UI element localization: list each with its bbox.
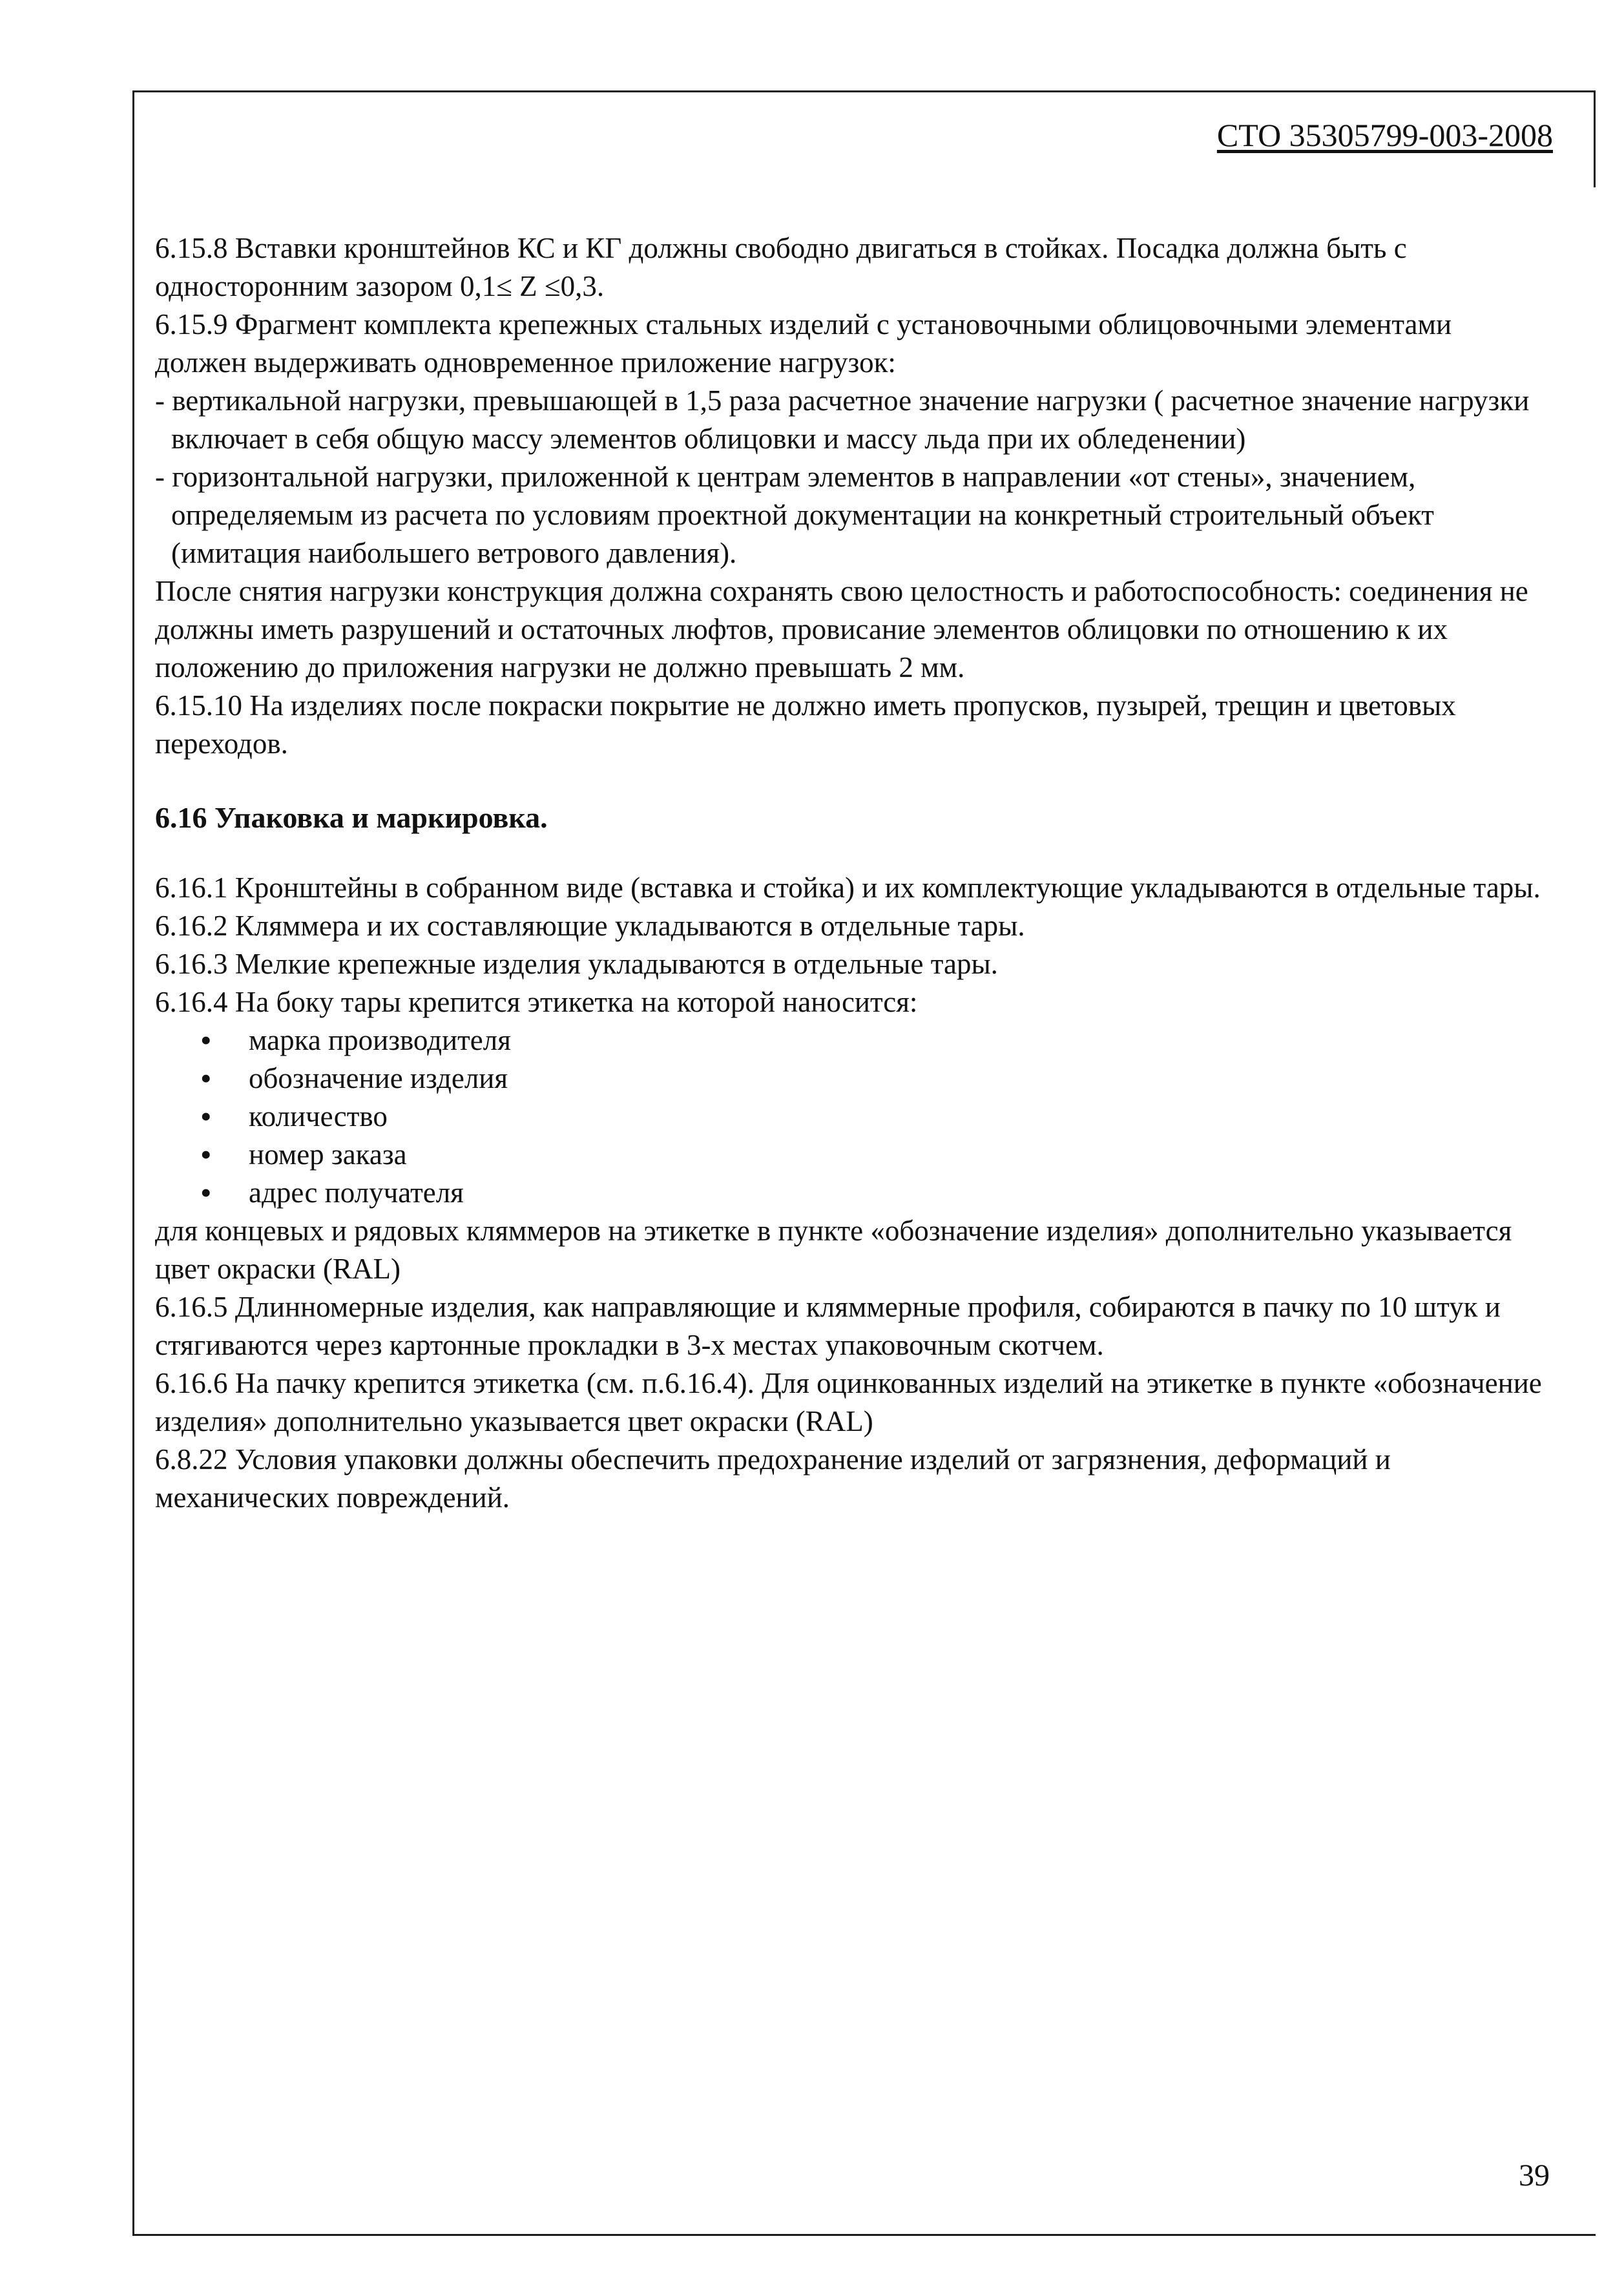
paragraph-6-15-9: 6.15.9 Фрагмент комплекта крепежных стальных изделий с установочными облицовочными элементами должен выдерживать одновременное приложение нагрузок: bbox=[155, 308, 1452, 379]
dash-item-horizontal-load: - горизонтальной нагрузки, приложенной к центрам элементов в направлении «от стены», значением, определяемым из расчета по условиям проектной документации на конкретный строительный объект (имитация наибольшего ветрового давления). bbox=[155, 461, 1434, 569]
paragraph-6-16-2: 6.16.2 Кляммера и их составляющие укладываются в отдельные тары. bbox=[155, 910, 1025, 942]
list-item: • марка производителя bbox=[200, 1021, 1550, 1059]
paragraph-6-15-8: 6.15.8 Вставки кронштейнов КС и КГ должны свободно двигаться в стойках. Посадка должна быть с односторонним зазором 0,1≤ Z ≤0,3. bbox=[155, 232, 1407, 302]
document-code: СТО 35305799-003-2008 bbox=[1216, 117, 1553, 153]
list-item: • номер заказа bbox=[200, 1136, 1550, 1174]
paragraph-after-load: После снятия нагрузки конструкция должна сохранять свою целостность и работоспособность: соединения не должны иметь разрушений и остаточных люфтов, провисание элементов облицовки по отношению к их положению до приложения нагрузки не должно превышать 2 мм. bbox=[155, 575, 1528, 683]
page-frame-left bbox=[132, 90, 134, 2235]
dash-item-vertical-load: - вертикальной нагрузки, превышающей в 1,5 раза расчетное значение нагрузки ( расчетное значение нагрузки включает в себя общую массу элементов облицовки и массу льда при их обледенении) bbox=[155, 384, 1530, 455]
list-item: • адрес получателя bbox=[200, 1174, 1550, 1212]
page-frame-bottom bbox=[132, 2234, 1596, 2236]
paragraph-6-16-5: 6.16.5 Длинномерные изделия, как направляющие и кляммерные профиля, собираются в пачку по 10 штук и стягиваются через картонные прокладки в 3-х местах упаковочным скотчем. bbox=[155, 1291, 1501, 1361]
page-frame-right bbox=[1594, 90, 1596, 187]
paragraph-6-16-3: 6.16.3 Мелкие крепежные изделия укладываются в отдельные тары. bbox=[155, 948, 998, 980]
document-body bbox=[155, 229, 1550, 1517]
page-number: 39 bbox=[1519, 2158, 1550, 2193]
paragraph-6-16-1: 6.16.1 Кронштейны в собранном виде (вставка и стойка) и их комплектующие укладываются в отдельные тары. bbox=[155, 871, 1541, 904]
paragraph-6-16-4: 6.16.4 На боку тары крепится этикетка на которой наносится: bbox=[155, 986, 918, 1018]
paragraph-6-15-10: 6.15.10 На изделиях после покраски покрытие не должно иметь пропусков, пузырей, трещин и цветовых переходов. bbox=[155, 689, 1456, 760]
label-contents-list bbox=[155, 1021, 1550, 1212]
paragraph-6-8-22: 6.8.22 Условия упаковки должны обеспечить предохранение изделий от загрязнения, деформаций и механических повреждений. bbox=[155, 1443, 1391, 1514]
paragraph-6-16-6: 6.16.6 На пачку крепится этикетка (см. п.6.16.4). Для оцинкованных изделий на этикетке в пункте «обозначение изделия» дополнительно указывается цвет окраски (RAL) bbox=[155, 1367, 1542, 1437]
paragraph-ral-note: для концевых и рядовых кляммеров на этикетке в пункте «обозначение изделия» дополнительно указывается цвет окраски (RAL) bbox=[155, 1215, 1512, 1285]
list-item: • обозначение изделия bbox=[200, 1059, 1550, 1098]
list-item: • количество bbox=[200, 1098, 1550, 1136]
page-frame-top bbox=[132, 90, 1596, 92]
section-title-6-16: 6.16 Упаковка и маркировка. bbox=[155, 801, 548, 834]
